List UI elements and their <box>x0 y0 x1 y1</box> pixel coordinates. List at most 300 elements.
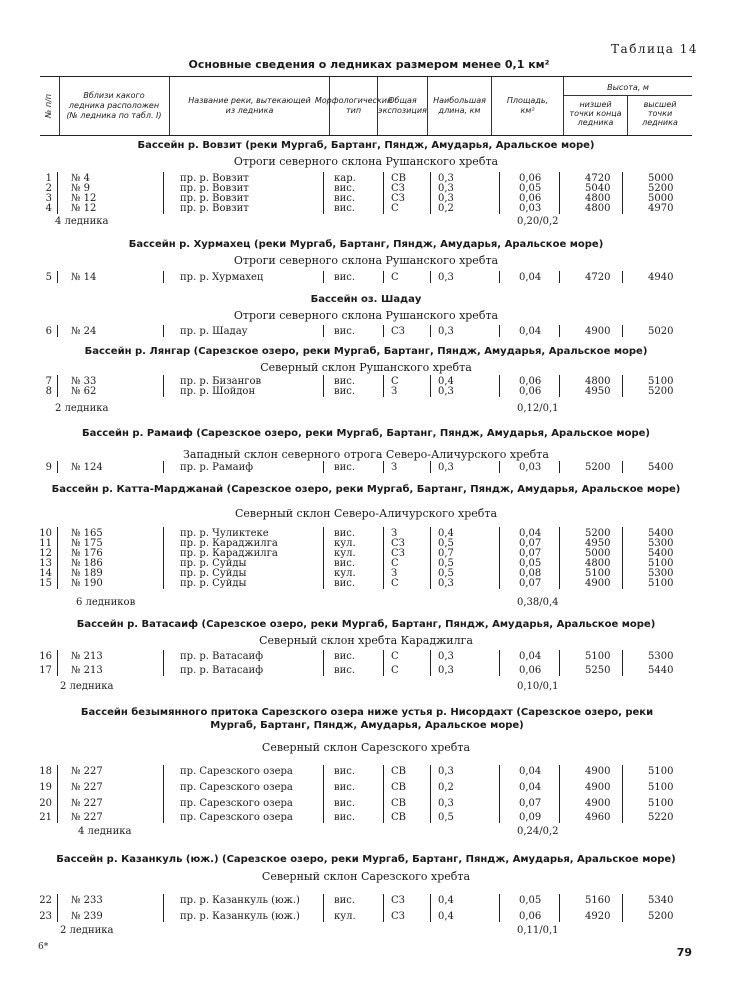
basin-title: Бассейн р. Лянгар (Сарезское озеро, реки Мургаб, Бартанг, Пяндж, Амударья, Аральское море) <box>84 346 648 357</box>
max-length: 0,4 <box>438 528 454 539</box>
column-separator <box>622 650 623 676</box>
total-count: 4 ледника <box>78 826 132 837</box>
morph-type: вис. <box>334 528 356 539</box>
river-name: пр. р. Казанкуль (юж.) <box>180 895 300 906</box>
header-area: Площадь, км² <box>492 77 564 135</box>
row-number: 9 <box>45 462 52 473</box>
height-low: 4900 <box>585 782 611 793</box>
exposure: С <box>391 578 399 589</box>
morph-type: кул. <box>334 538 356 549</box>
near-glacier: № 9 <box>71 183 91 194</box>
area: 0,07 <box>519 538 542 549</box>
column-separator <box>383 172 384 214</box>
near-glacier: № 165 <box>71 528 103 539</box>
row-number: 17 <box>39 665 52 676</box>
near-glacier: № 186 <box>71 558 103 569</box>
exposure: З <box>391 568 398 579</box>
column-separator <box>57 325 58 337</box>
table-row <box>40 665 692 676</box>
column-separator <box>430 650 431 676</box>
height-low: 5250 <box>585 665 611 676</box>
near-glacier: № 189 <box>71 568 103 579</box>
area: 0,08 <box>519 568 542 579</box>
row-number: 11 <box>39 538 52 549</box>
morph-type: вис. <box>334 798 356 809</box>
area: 0,04 <box>519 326 542 337</box>
row-number: 6 <box>45 326 52 337</box>
exposure: СЗ <box>391 548 405 559</box>
header-height-high: высшей точки ледника <box>642 100 678 127</box>
column-separator <box>559 527 560 589</box>
max-length: 0,4 <box>438 376 454 387</box>
max-length: 0,5 <box>438 568 454 579</box>
area: 0,05 <box>519 558 542 569</box>
total-area: 0,38/0,4 <box>517 597 559 608</box>
height-low: 5200 <box>585 528 611 539</box>
max-length: 0,2 <box>438 203 454 214</box>
height-high: 5300 <box>648 568 674 579</box>
near-glacier: № 14 <box>71 272 97 283</box>
height-high: 4970 <box>648 203 674 214</box>
river-name: пр. р. Чуликтеке <box>180 528 269 539</box>
max-length: 0,5 <box>438 538 454 549</box>
near-glacier: № 33 <box>71 376 97 387</box>
morph-type: вис. <box>334 766 356 777</box>
header-river: Название реки, вытекающей из ледника <box>170 77 330 135</box>
morph-type: вис. <box>334 376 356 387</box>
river-name: пр. р. Вовзит <box>180 203 249 214</box>
row-number: 5 <box>45 272 52 283</box>
height-high: 5000 <box>648 193 674 204</box>
river-name: пр. р. Бизангов <box>180 376 262 387</box>
height-low: 4800 <box>585 203 611 214</box>
area: 0,06 <box>519 386 542 397</box>
exposure: СЗ <box>391 193 405 204</box>
column-separator <box>163 325 164 337</box>
total-count: 2 ледника <box>60 925 114 936</box>
row-number: 21 <box>39 812 52 823</box>
column-separator <box>163 461 164 473</box>
basin-title: Бассейн р. Ватасаиф (Сарезское озеро, реки Мургаб, Бартанг, Пяндж, Амударья, Аральское море) <box>76 619 656 630</box>
exposure: З <box>391 386 398 397</box>
ridge-subtitle: Северный склон Северо-Аличурского хребта <box>234 507 498 520</box>
morph-type: вис. <box>334 578 356 589</box>
row-number: 15 <box>39 578 52 589</box>
table-row <box>40 766 692 777</box>
row-number: 22 <box>39 895 52 906</box>
near-glacier: № 233 <box>71 895 103 906</box>
max-length: 0,3 <box>438 578 454 589</box>
height-low: 4800 <box>585 376 611 387</box>
area: 0,03 <box>519 203 542 214</box>
exposure: С <box>391 558 399 569</box>
table-row <box>40 462 692 473</box>
total-area: 0,10/0,1 <box>517 681 559 692</box>
column-separator <box>430 894 431 922</box>
morph-type: вис. <box>334 812 356 823</box>
river-name: пр. Сарезского озера <box>180 782 293 793</box>
max-length: 0,3 <box>438 183 454 194</box>
near-glacier: № 4 <box>71 173 91 184</box>
river-name: пр. р. Хурмахец <box>180 272 264 283</box>
column-separator <box>499 527 500 589</box>
basin-title: Бассейн р. Вовзит (реки Мургаб, Бартанг, Пяндж, Амударья, Аральское море) <box>137 140 595 151</box>
area: 0,04 <box>519 528 542 539</box>
morph-type: вис. <box>334 651 356 662</box>
height-high: 5440 <box>648 665 674 676</box>
column-separator <box>383 375 384 397</box>
near-glacier: № 190 <box>71 578 103 589</box>
row-number: 7 <box>45 376 52 387</box>
area: 0,06 <box>519 665 542 676</box>
table-row <box>40 203 692 214</box>
height-high: 5300 <box>648 538 674 549</box>
column-separator <box>499 172 500 214</box>
row-number: 4 <box>45 203 52 214</box>
area: 0,05 <box>519 895 542 906</box>
river-name: пр. р. Шадау <box>180 326 248 337</box>
table-row <box>40 911 692 922</box>
river-name: пр. Сарезского озера <box>180 766 293 777</box>
column-separator <box>163 894 164 922</box>
near-glacier: № 227 <box>71 798 103 809</box>
column-separator <box>430 172 431 214</box>
column-separator <box>499 461 500 473</box>
total-count: 2 ледника <box>60 681 114 692</box>
max-length: 0,4 <box>438 895 454 906</box>
column-separator <box>499 271 500 283</box>
river-name: пр. р. Суйды <box>180 578 247 589</box>
total-count: 4 ледника <box>55 216 109 227</box>
total-area: 0,20/0,2 <box>517 216 559 227</box>
column-separator <box>499 894 500 922</box>
total-count: 6 ледников <box>76 597 136 608</box>
exposure: С <box>391 203 399 214</box>
column-separator <box>163 375 164 397</box>
height-high: 5200 <box>648 386 674 397</box>
column-separator <box>323 325 324 337</box>
height-low: 4950 <box>585 386 611 397</box>
max-length: 0,3 <box>438 173 454 184</box>
height-high: 5200 <box>648 911 674 922</box>
near-glacier: № 176 <box>71 548 103 559</box>
row-number: 3 <box>45 193 52 204</box>
height-low: 4800 <box>585 558 611 569</box>
table-row <box>40 895 692 906</box>
exposure: СЗ <box>391 895 405 906</box>
exposure: СВ <box>391 798 406 809</box>
row-number: 18 <box>39 766 52 777</box>
table-row <box>40 386 692 397</box>
column-separator <box>383 765 384 823</box>
column-separator <box>57 527 58 589</box>
near-glacier: № 62 <box>71 386 97 397</box>
exposure: С <box>391 651 399 662</box>
max-length: 0,3 <box>438 798 454 809</box>
column-separator <box>622 527 623 589</box>
max-length: 0,3 <box>438 193 454 204</box>
exposure: СВ <box>391 766 406 777</box>
column-separator <box>163 650 164 676</box>
morph-type: вис. <box>334 558 356 569</box>
ridge-subtitle: Отроги северного склона Рушанского хребта <box>233 254 499 267</box>
height-low: 4720 <box>585 173 611 184</box>
column-separator <box>163 172 164 214</box>
max-length: 0,2 <box>438 782 454 793</box>
column-separator <box>323 527 324 589</box>
area: 0,03 <box>519 462 542 473</box>
near-glacier: № 239 <box>71 911 103 922</box>
column-separator <box>383 461 384 473</box>
row-number: 16 <box>39 651 52 662</box>
header-exposure: Общая экспозиция <box>378 77 428 135</box>
column-separator <box>323 172 324 214</box>
max-length: 0,3 <box>438 386 454 397</box>
near-glacier: № 213 <box>71 665 103 676</box>
row-number: 2 <box>45 183 52 194</box>
ridge-subtitle: Отроги северного склона Рушанского хребта <box>233 155 499 168</box>
table-row <box>40 651 692 662</box>
exposure: С <box>391 272 399 283</box>
near-glacier: № 12 <box>71 193 97 204</box>
area: 0,06 <box>519 911 542 922</box>
height-high: 5000 <box>648 173 674 184</box>
ridge-subtitle: Северный склон Рушанского хребта <box>260 361 472 374</box>
table-header <box>40 76 692 136</box>
column-separator <box>383 271 384 283</box>
near-glacier: № 227 <box>71 782 103 793</box>
column-separator <box>57 271 58 283</box>
height-high: 5400 <box>648 528 674 539</box>
basin-title: Бассейн р. Катта-Марджанай (Сарезское озеро, реки Мургаб, Бартанг, Пяндж, Амударья, Аральское море) <box>51 484 681 495</box>
height-high: 5340 <box>648 895 674 906</box>
river-name: пр. р. Суйды <box>180 568 247 579</box>
column-separator <box>499 375 500 397</box>
height-low: 4920 <box>585 911 611 922</box>
near-glacier: № 213 <box>71 651 103 662</box>
ridge-subtitle: Северный склон хребта Караджилга <box>259 634 473 647</box>
river-name: пр. р. Ватасаиф <box>180 651 264 662</box>
height-high: 5100 <box>648 376 674 387</box>
max-length: 0,5 <box>438 812 454 823</box>
height-low: 5160 <box>585 895 611 906</box>
river-name: пр. р. Суйды <box>180 558 247 569</box>
max-length: 0,7 <box>438 548 454 559</box>
column-separator <box>57 650 58 676</box>
height-high: 5100 <box>648 558 674 569</box>
morph-type: вис. <box>334 326 356 337</box>
area: 0,06 <box>519 376 542 387</box>
morph-type: вис. <box>334 193 356 204</box>
header-height-low: низшей точки конца ледника <box>569 100 622 127</box>
column-separator <box>559 461 560 473</box>
area: 0,04 <box>519 272 542 283</box>
river-name: пр. р. Вовзит <box>180 193 249 204</box>
area: 0,07 <box>519 578 542 589</box>
height-low: 4900 <box>585 766 611 777</box>
column-separator <box>57 375 58 397</box>
table-row <box>40 578 692 589</box>
basin-title: Бассейн р. Рамаиф (Сарезское озеро, реки Мургаб, Бартанг, Пяндж, Амударья, Аральское море) <box>82 428 650 439</box>
row-number: 20 <box>39 798 52 809</box>
max-length: 0,3 <box>438 651 454 662</box>
exposure: С <box>391 376 399 387</box>
column-separator <box>622 894 623 922</box>
column-separator <box>383 894 384 922</box>
basin-title: Бассейн безымянного притока Сарезского озера ниже устья р. Нисордахт (Сарезское озеро, реки Мургаб, Бартанг, Пяндж, Амударья, Аральское море) <box>80 707 654 731</box>
column-separator <box>383 325 384 337</box>
near-glacier: № 175 <box>71 538 103 549</box>
exposure: СЗ <box>391 183 405 194</box>
column-separator <box>559 650 560 676</box>
column-separator <box>323 894 324 922</box>
column-separator <box>323 461 324 473</box>
column-separator <box>383 527 384 589</box>
total-area: 0,24/0,2 <box>517 826 559 837</box>
morph-type: вис. <box>334 183 356 194</box>
area: 0,09 <box>519 812 542 823</box>
total-count: 2 ледника <box>55 403 109 414</box>
table-number: Таблица 14 <box>611 42 698 56</box>
column-separator <box>622 271 623 283</box>
table-row <box>40 272 692 283</box>
exposure: СЗ <box>391 326 405 337</box>
column-separator <box>323 375 324 397</box>
page-number: 79 <box>676 946 692 959</box>
height-low: 5100 <box>585 568 611 579</box>
ridge-subtitle: Западный склон северного отрога Северо-Аличурского хребта <box>183 448 549 461</box>
river-name: пр. р. Казанкуль (юж.) <box>180 911 300 922</box>
height-low: 5040 <box>585 183 611 194</box>
morph-type: кул. <box>334 568 356 579</box>
signature-mark: 6* <box>38 942 49 952</box>
row-number: 12 <box>39 548 52 559</box>
max-length: 0,3 <box>438 665 454 676</box>
column-separator <box>622 172 623 214</box>
column-separator <box>57 461 58 473</box>
near-glacier: № 12 <box>71 203 97 214</box>
header-height-group <box>564 77 692 135</box>
height-low: 5000 <box>585 548 611 559</box>
column-separator <box>430 325 431 337</box>
height-low: 4900 <box>585 326 611 337</box>
height-high: 5100 <box>648 782 674 793</box>
row-number: 10 <box>39 528 52 539</box>
river-name: пр. р. Караджилга <box>180 548 278 559</box>
river-name: пр. Сарезского озера <box>180 812 293 823</box>
river-name: пр. р. Вовзит <box>180 173 249 184</box>
exposure: СВ <box>391 173 406 184</box>
table-row <box>40 326 692 337</box>
column-separator <box>559 375 560 397</box>
river-name: пр. р. Шойдон <box>180 386 256 397</box>
near-glacier: № 227 <box>71 812 103 823</box>
total-area: 0,12/0,1 <box>517 403 559 414</box>
height-low: 4900 <box>585 798 611 809</box>
height-high: 5220 <box>648 812 674 823</box>
height-high: 5300 <box>648 651 674 662</box>
height-high: 5400 <box>648 548 674 559</box>
river-name: пр. р. Вовзит <box>180 183 249 194</box>
height-low: 5200 <box>585 462 611 473</box>
height-high: 5400 <box>648 462 674 473</box>
area: 0,04 <box>519 651 542 662</box>
header-morph-type: Морфологический тип <box>330 77 378 135</box>
column-separator <box>430 527 431 589</box>
height-high: 5100 <box>648 798 674 809</box>
exposure: С <box>391 665 399 676</box>
height-low: 4900 <box>585 578 611 589</box>
column-separator <box>163 527 164 589</box>
column-separator <box>622 375 623 397</box>
column-separator <box>499 325 500 337</box>
column-separator <box>430 765 431 823</box>
column-separator <box>559 172 560 214</box>
area: 0,07 <box>519 548 542 559</box>
ridge-subtitle: Северный склон Сарезского хребта <box>261 870 471 883</box>
exposure: СЗ <box>391 538 405 549</box>
header-length: Наибольшая длина, км <box>428 77 492 135</box>
column-separator <box>622 461 623 473</box>
max-length: 0,3 <box>438 462 454 473</box>
table-row <box>40 812 692 823</box>
column-separator <box>323 765 324 823</box>
exposure: СЗ <box>391 911 405 922</box>
area: 0,06 <box>519 193 542 204</box>
ridge-subtitle: Отроги северного склона Рушанского хребта <box>233 309 499 322</box>
basin-title: Бассейн оз. Шадау <box>310 294 422 305</box>
total-area: 0,11/0,1 <box>517 925 559 936</box>
row-number: 13 <box>39 558 52 569</box>
row-number: 23 <box>39 911 52 922</box>
exposure: СВ <box>391 812 406 823</box>
river-name: пр. р. Караджилга <box>180 538 278 549</box>
max-length: 0,3 <box>438 326 454 337</box>
height-high: 5100 <box>648 578 674 589</box>
table-title: Основные сведения о ледниках размером менее 0,1 км² <box>188 58 550 71</box>
morph-type: вис. <box>334 782 356 793</box>
morph-type: вис. <box>334 203 356 214</box>
height-low: 4950 <box>585 538 611 549</box>
column-separator <box>163 765 164 823</box>
morph-type: вис. <box>334 665 356 676</box>
morph-type: кул. <box>334 911 356 922</box>
column-separator <box>499 650 500 676</box>
height-high: 5020 <box>648 326 674 337</box>
height-low: 4960 <box>585 812 611 823</box>
area: 0,04 <box>519 766 542 777</box>
column-separator <box>559 325 560 337</box>
row-number: 8 <box>45 386 52 397</box>
river-name: пр. Сарезского озера <box>180 798 293 809</box>
morph-type: вис. <box>334 272 356 283</box>
column-separator <box>430 375 431 397</box>
column-separator <box>559 765 560 823</box>
row-number: 1 <box>45 173 52 184</box>
column-separator <box>499 765 500 823</box>
column-separator <box>559 894 560 922</box>
column-separator <box>323 650 324 676</box>
column-separator <box>559 271 560 283</box>
header-number: № п/п <box>40 77 60 135</box>
river-name: пр. р. Ватасаиф <box>180 665 264 676</box>
column-separator <box>430 461 431 473</box>
morph-type: вис. <box>334 462 356 473</box>
row-number: 14 <box>39 568 52 579</box>
exposure: З <box>391 528 398 539</box>
column-separator <box>622 325 623 337</box>
column-separator <box>163 271 164 283</box>
